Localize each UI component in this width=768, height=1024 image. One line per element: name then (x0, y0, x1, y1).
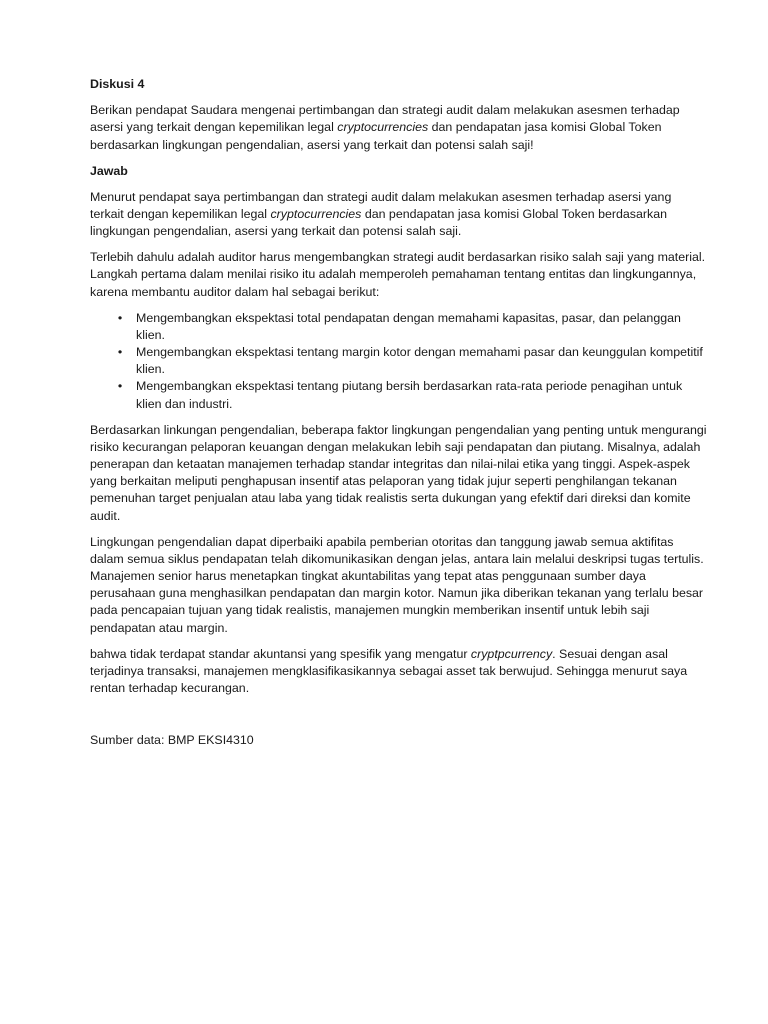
list-item-text: Mengembangkan ekspektasi tentang piutang bersih berdasarkan rata-rata periode penagihan untuk klien dan industri. (136, 379, 683, 411)
conclusion-after: . Sesuai dengan asal terjadinya transaksi, manajemen mengklasifikasikannya sebagai asset tak berwujud. Sehingga menurut saya rentan terhadap kecurangan. (90, 646, 688, 696)
list-item-text: Mengembangkan ekspektasi tentang margin kotor dengan memahami pasar dan keunggulan kompetitif klien. (136, 345, 703, 377)
answer-heading: Jawab (90, 163, 128, 178)
document-title: Diskusi 4 (90, 77, 145, 91)
conclusion-before: bahwa tidak terdapat standar akuntansi yang spesifik yang mengatur (90, 646, 471, 661)
list-item (90, 344, 708, 378)
list-item-text: Mengembangkan ekspektasi total pendapatan dengan memahami kapasitas, pasar, dan pelanggan klien. (136, 310, 681, 342)
control-environment-paragraph: Berdasarkan linkungan pengendalian, beberapa faktor lingkungan pengendalian yang penting untuk mengurangi risiko kecurangan pelaporan keuangan dengan melakukan lebih saji pendapatan dan piutang. Misalnya, adalah penerapan dan ketaatan manajemen terhadap standar integritas dan nilai-nilai etika yang tinggi. Aspek-aspek yang berkaitan meliputi penghapusan insentif atas pelaporan yang tidak jujur seperti penghilangan tekanan pemenuhan target penjualan atau laba yang tidak realistis serta dukungan yang efektif dari direksi dan komite audit. (90, 422, 707, 523)
question-text-before: Berikan pendapat Saudara mengenai pertimbangan dan strategi audit dalam melakukan asesmen terhadap asersi yang terkait dengan kepemilikan legal (90, 103, 680, 135)
bullet-icon: • (117, 379, 123, 394)
question-paragraph (90, 102, 708, 154)
bullet-icon: • (117, 345, 123, 360)
list-item (90, 378, 708, 412)
question-italic-term: cryptocurrencies (337, 120, 429, 135)
conclusion-paragraph (90, 646, 708, 698)
improvement-paragraph: Lingkungan pengendalian dapat diperbaiki apabila pemberian otoritas dan tanggung jawab semua aktifitas dalam semua siklus pendapatan telah dikomunikasikan dengan jelas, antara lain melalui deskripsi tugas tertulis. Manajemen senior harus menetapkan tingkat akuntabilitas yang tepat atas penggunaan sumber daya perusahaan guna menghasilkan pendapatan dan margin kotor. Namun jika diberikan tekanan yang terlalu besar pada pencapaian tujuan yang tidak realistis, manajemen mungkin memberikan insentif untuk lebih saji pendapatan atau margin. (90, 534, 704, 635)
bullet-icon: • (117, 310, 123, 325)
answer-intro-italic-term: cryptocurrencies (270, 207, 362, 222)
list-item (90, 310, 708, 344)
answer-intro-after: dan pendapatan jasa komisi Global Token berdasarkan lingkungan pengendalian, asersi yang terkait dan potensi salah saji. (90, 207, 667, 239)
answer-intro-before: Menurut pendapat saya pertimbangan dan strategi audit dalam melakukan asesmen terhadap asersi yang terkait dengan kepemilikan legal (90, 189, 672, 222)
source-citation: Sumber data: BMP EKSI4310 (90, 733, 254, 748)
conclusion-italic-term: cryptpcurrency (470, 646, 553, 661)
bullet-list (90, 310, 708, 413)
document-page (90, 76, 708, 758)
question-text-after: dan pendapatan jasa komisi Global Token berdasarkan lingkungan pengendalian, asersi yang terkait dan potensi salah saji! (90, 120, 662, 152)
strategy-paragraph: Terlebih dahulu adalah auditor harus mengembangkan strategi audit berdasarkan risiko salah saji yang material. Langkah pertama dalam menilai risiko itu adalah memperoleh pemahaman tentang entitas dan lingkungannya, karena membantu auditor dalam hal sebagai berikut: (90, 250, 706, 299)
answer-intro-paragraph (90, 189, 708, 241)
